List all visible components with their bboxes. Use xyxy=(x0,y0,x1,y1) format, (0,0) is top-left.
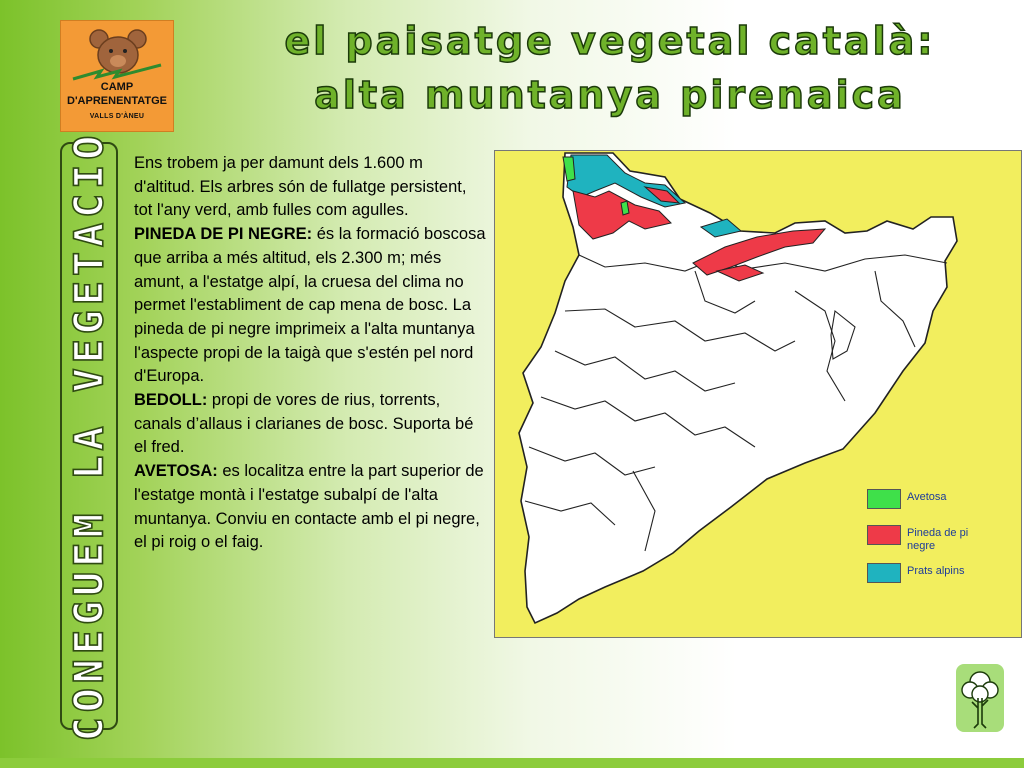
camp-logo xyxy=(60,20,174,132)
intro-paragraph: Ens trobem ja per damunt dels 1.600 m d'altitud. Els arbres són de fullatge persistent, tot l'any verd, amb fulles com agulles. xyxy=(134,154,467,220)
tree-icon xyxy=(956,664,1004,732)
page-title-line-2: alta muntanya pirenaica xyxy=(314,73,906,117)
avetosa-text: es localitza entre la part superior de l'estatge montà i l'estatge subalpí de l'alta muntanya. Conviu en contacte amb el pi negre, el pi roig o el faig. xyxy=(134,462,484,552)
logo-text-camp: CAMP xyxy=(100,81,134,93)
pineda-paragraph xyxy=(134,223,488,389)
bedoll-heading: BEDOLL: xyxy=(134,391,208,410)
legend-label-avetosa: Avetosa xyxy=(907,491,947,503)
side-label: CONEGUEM LA VEGETACIO xyxy=(66,130,113,742)
bedoll-text: propi de vores de rius, torrents, canals d’allaus i clarianes de bosc. Suporta bé el fred. xyxy=(134,391,474,457)
side-label-wrapper xyxy=(60,130,118,742)
legend-label-pineda: Pineda de pi negre xyxy=(907,527,969,552)
pineda-heading: PINEDA DE PI NEGRE: xyxy=(134,225,313,244)
logo-text-aprenentatge: D'APRENENTATGE xyxy=(67,95,167,107)
body-text xyxy=(134,152,488,555)
page-title-line-1: el paisatge vegetal català: xyxy=(284,19,936,63)
legend-swatch-avetosa xyxy=(867,489,901,509)
logo-text-valls: VALLS D'ÀNEU xyxy=(89,113,145,120)
bottom-bar xyxy=(0,758,1024,768)
vegetation-map xyxy=(494,150,1022,638)
avetosa-heading: AVETOSA: xyxy=(134,462,218,481)
avetosa-paragraph xyxy=(134,460,488,555)
legend-label-prats: Prats alpins xyxy=(907,565,965,577)
tree-nav-button[interactable] xyxy=(956,664,1004,732)
legend-swatch-prats xyxy=(867,563,901,583)
bedoll-paragraph xyxy=(134,389,488,460)
pineda-text: és la formació boscosa que arriba a més altitud, els 2.300 m; més amunt, a l'estatge alpí, la cruesa del clima no permet l'establiment de cap mena de bosc. La pineda de pi negre imprimeix a l'alta muntanya l'aspecte propi de la taigà que s'estén pel nord d'Europa. xyxy=(134,225,486,386)
legend-swatch-pineda xyxy=(867,525,901,545)
